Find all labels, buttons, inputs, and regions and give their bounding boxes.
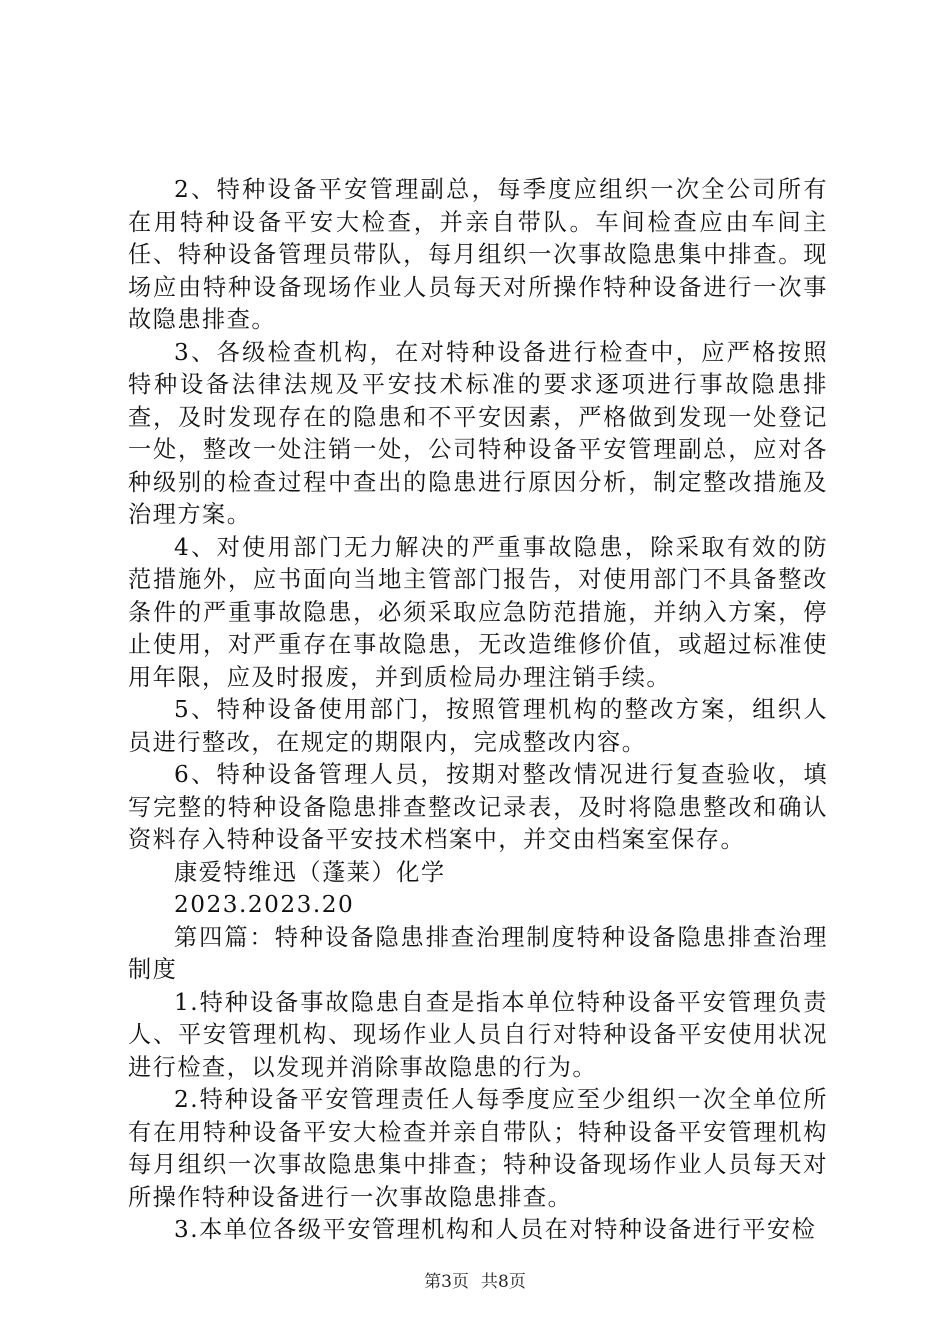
paragraph-item-4: 4、对使用部门无力解决的严重事故隐患，除采取有效的防范措施外，应书面向当地主管部门报告，对使用部门不具备整改条件的严重事故隐患，必须采取应急防范措施，并纳入方案，停止使用，对严重存在事故隐患，无改造维修价值，或超过标准使用年限，应及时报废，并到质检局办理注销手续。 (128, 533, 828, 691)
section-heading: 第四篇：特种设备隐患排查治理制度特种设备隐患排查治理制度 (128, 923, 828, 983)
rule-item-1: 1.特种设备事故隐患自查是指本单位特种设备平安管理负责人、平安管理机构、现场作业人员自行对特种设备平安使用状况进行检查，以发现并消除事故隐患的行为。 (128, 988, 828, 1081)
page-number: 第3页 (424, 1272, 469, 1292)
page-total: 共8页 (481, 1272, 526, 1292)
page-footer (0, 1271, 950, 1293)
document-date: 2023.2023.20 (174, 891, 355, 918)
rule-item-2: 2.特种设备平安管理责任人每季度应至少组织一次全单位所有在用特种设备平安大检查并亲自带队；特种设备平安管理机构每月组织一次事故隐患集中排查；特种设备现场作业人员每天对所操作特种设备进行一次事故隐患排查。 (128, 1086, 828, 1211)
paragraph-item-5: 5、特种设备使用部门，按照管理机构的整改方案，组织人员进行整改，在规定的期限内，完成整改内容。 (128, 696, 828, 756)
paragraph-item-3: 3、各级检查机构，在对特种设备进行检查中，应严格按照特种设备法律法规及平安技术标准的要求逐项进行事故隐患排查，及时发现存在的隐患和不平安因素，严格做到发现一处登记一处，整改一处注销一处，公司特种设备平安管理副总，应对各种级别的检查过程中查出的隐患进行原因分析，制定整改措施及治理方案。 (128, 338, 828, 528)
document-body (128, 174, 828, 1247)
paragraph-item-2: 2、特种设备平安管理副总，每季度应组织一次全公司所有在用特种设备平安大检查，并亲自带队。车间检查应由车间主任、特种设备管理员带队，每月组织一次事故隐患集中排查。现场应由特种设备现场作业人员每天对所操作特种设备进行一次事故隐患排查。 (128, 176, 828, 333)
company-name: 康爱特维迅（蓬莱）化学 (174, 858, 446, 886)
rule-item-3: 3.本单位各级平安管理机构和人员在对特种设备进行平安检 (174, 1216, 817, 1243)
paragraph-item-6: 6、特种设备管理人员，按期对整改情况进行复查验收，填写完整的特种设备隐患排查整改记录表，及时将隐患整改和确认资料存入特种设备平安技术档案中，并交由档案室保存。 (128, 761, 828, 853)
